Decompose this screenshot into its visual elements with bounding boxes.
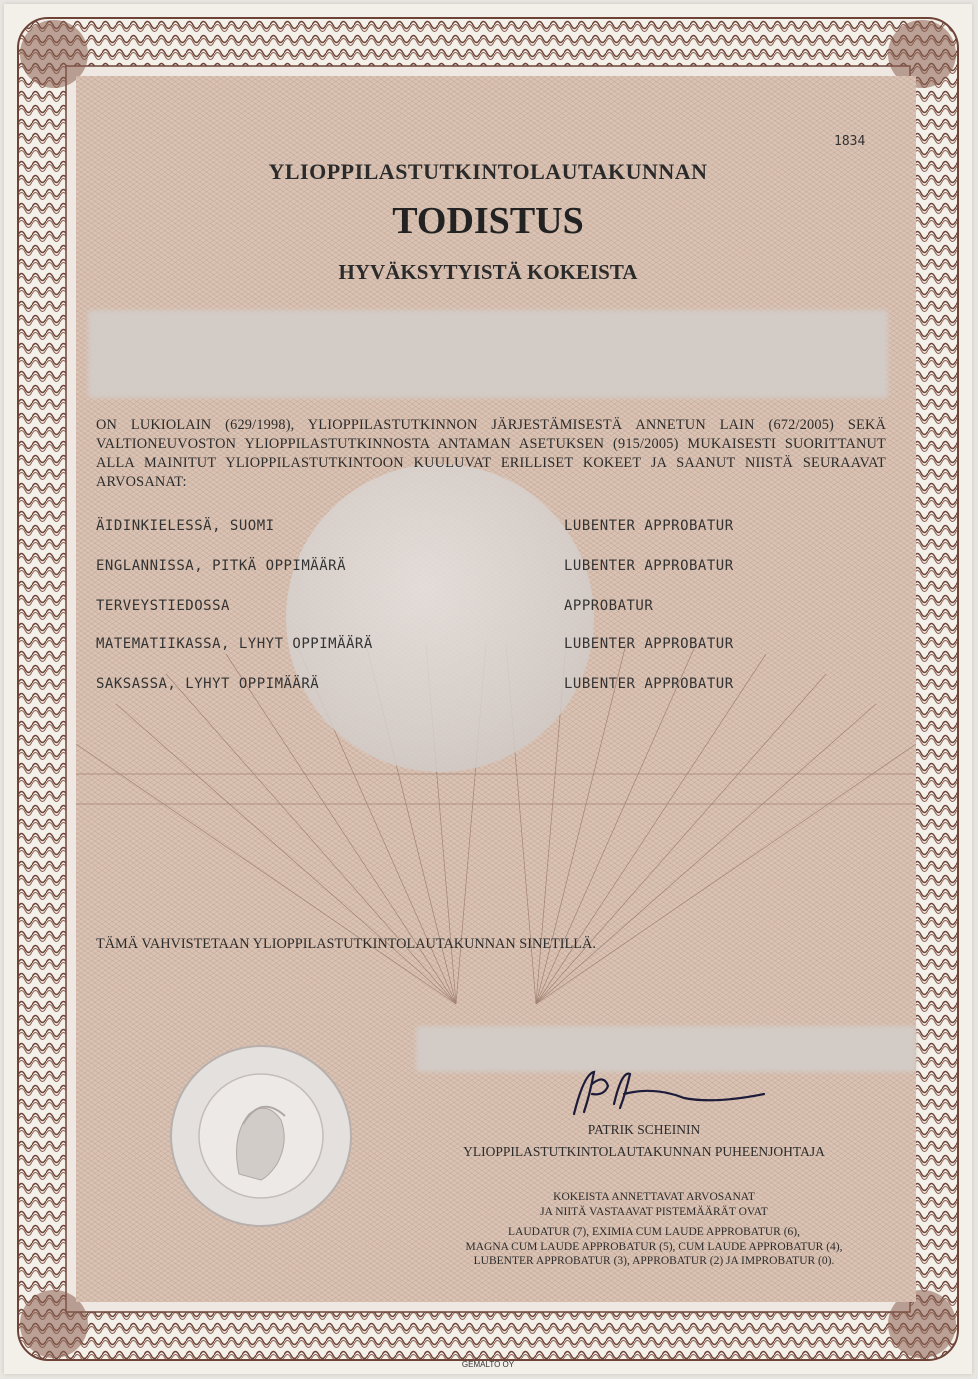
- grade-value: LUBENTER APPROBATUR: [564, 558, 734, 574]
- certificate-sheet: [4, 4, 972, 1374]
- grade-subject: ENGLANNISSA, PITKÄ OPPIMÄÄRÄ: [96, 558, 347, 574]
- grade-value: LUBENTER APPROBATUR: [564, 636, 734, 652]
- grading-scale-line: LAUDATUR (7), EXIMIA CUM LAUDE APPROBATUR (6),: [508, 1226, 800, 1238]
- grade-value: LUBENTER APPROBATUR: [564, 676, 734, 692]
- grade-subject: ÄIDINKIELESSÄ, SUOMI: [96, 518, 275, 534]
- grading-scale-line: LUBENTER APPROBATUR (3), APPROBATUR (2) JA IMPROBATUR (0).: [473, 1255, 835, 1267]
- document-title: TODISTUS: [392, 200, 584, 242]
- grade-value: LUBENTER APPROBATUR: [564, 518, 734, 534]
- grade-subject: TERVEYSTIEDOSSA: [96, 598, 230, 614]
- redacted-name-block: [88, 310, 888, 398]
- grading-scale-line: MAGNA CUM LAUDE APPROBATUR (5), CUM LAUDE APPROBATUR (4),: [465, 1240, 843, 1253]
- grade-row: [96, 598, 896, 618]
- grading-scale-line: KOKEISTA ANNETTAVAT ARVOSANAT: [553, 1191, 755, 1203]
- grading-scale-line: JA NIITÄ VASTAAVAT PISTEMÄÄRÄT OVAT: [540, 1205, 768, 1218]
- grade-row: [96, 518, 896, 538]
- grade-row: [96, 558, 896, 578]
- grade-row: [96, 676, 896, 696]
- seal-confirmation-text: TÄMÄ VAHVISTETAAN YLIOPPILASTUTKINTOLAUTAKUNNAN SINETILLÄ.: [96, 936, 596, 952]
- issuer-heading: YLIOPPILASTUTKINTOLAUTAKUNNAN: [268, 159, 708, 184]
- serial-number: 1834: [834, 134, 866, 149]
- grading-scale: [424, 1190, 884, 1269]
- grade-subject: MATEMATIIKASSA, LYHYT OPPIMÄÄRÄ: [96, 636, 373, 652]
- handwritten-signature: [564, 1064, 784, 1124]
- intro-paragraph: ON LUKIOLAIN (629/1998), YLIOPPILASTUTKINNON JÄRJESTÄMISESTÄ ANNETUN LAIN (672/2005) SEKÄ VALTIONEUVOSTON YLIOPPILASTUTKINNOSTA ANTAMAN ASETUKSEN (915/2005) MUKAISESTI SUORITTANUT ALLA MAINITUT YLIOPPILASTUTKINTOON KUULUVAT ERILLISET KOKEET JA SAANUT NIISTÄ SEURAAVAT ARVOSANAT:: [96, 417, 886, 490]
- embossed-seal: [169, 1044, 353, 1228]
- signatory-role: YLIOPPILASTUTKINTOLAUTAKUNNAN PUHEENJOHTAJA: [463, 1144, 825, 1159]
- grade-subject: SAKSASSA, LYHYT OPPIMÄÄRÄ: [96, 676, 320, 692]
- signatory-name: PATRIK SCHEININ: [587, 1122, 701, 1137]
- grade-row: [96, 636, 896, 656]
- watermark-medallion: [286, 464, 594, 772]
- printer-imprint: GEMALTO OY: [461, 1360, 515, 1369]
- document-subtitle: HYVÄKSYTYISTÄ KOKEISTA: [338, 260, 638, 284]
- grade-value: APPROBATUR: [564, 598, 654, 614]
